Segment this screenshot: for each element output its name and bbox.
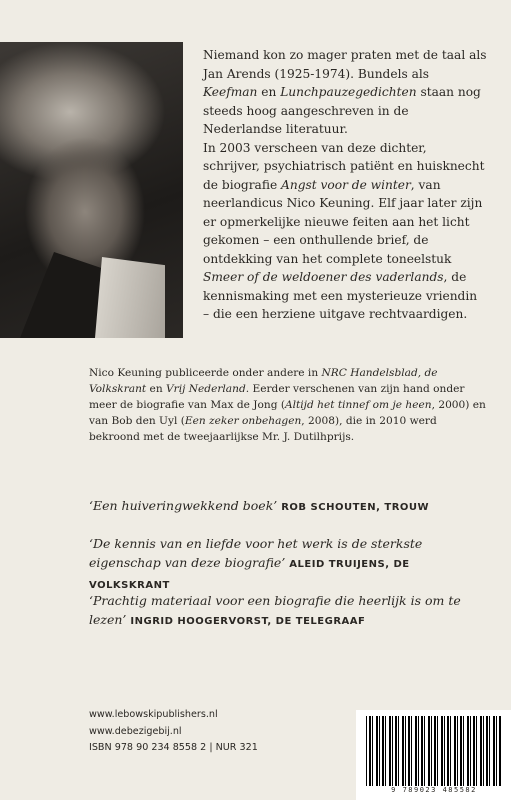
italic-title: Angst voor de winter (281, 177, 411, 192)
barcode-number: 9 789023 485582 (391, 786, 477, 794)
intro-paragraph-1 (203, 46, 487, 139)
text-run: staan nog steeds hoog aangeschreven in de Nederlandse literatuur. (203, 85, 481, 136)
quote-source: INGRID HOOGERVORST, DE TELEGRAAF (130, 616, 366, 627)
barcode-bars (366, 716, 502, 786)
author-shirt (95, 257, 165, 338)
publisher-footer (89, 707, 258, 757)
author-bio (89, 365, 489, 445)
text-run: In 2003 verscheen van deze dichter, schrijver, psychiatrisch patiënt en huisknecht de biografie (203, 140, 485, 192)
italic-title: Lunchpauzegedichten (280, 85, 417, 99)
text-run: , van neerlandicus Nico Keuning. Elf jaar later zijn er opmerkelijke nieuwe feiten aan het licht gekomen – een onthullende brief, de ontdekking van het complete toneelstuk (203, 177, 483, 266)
italic-title: Altijd het tinnef om je heen (285, 399, 432, 411)
intro-text (203, 46, 487, 324)
isbn-nur: ISBN 978 90 234 8558 2 | NUR 321 (89, 742, 258, 753)
quote-source: ROB SCHOUTEN, TROUW (281, 502, 430, 513)
review-quote (89, 534, 489, 595)
text-run: , 2000) en van Bob den Uyl ( (89, 399, 486, 427)
italic-title: Vrij Nederland (166, 383, 246, 395)
quote-text: ‘Prachtig materiaal voor een biografie die heerlijk is om te lezen’ (89, 593, 461, 627)
intro-paragraph-2 (203, 139, 487, 324)
review-quote (89, 496, 489, 517)
quote-text: ‘Een huiveringwekkend boek’ (89, 498, 278, 513)
text-run: en (146, 383, 167, 395)
italic-title: Keefman (203, 85, 258, 99)
text-run: . Eerder verschenen van zijn hand onder meer de biografie van Max de Jong ( (89, 383, 465, 411)
author-photo (0, 42, 183, 338)
text-run: en (257, 85, 281, 99)
publisher-url-bezige-bij: www.debezigebij.nl (89, 725, 182, 737)
italic-title: Smeer of de weldoener des vaderlands (203, 270, 444, 284)
italic-title: NRC Handelsblad, de Volkskrant (89, 367, 438, 395)
publisher-url-lebowski: www.lebowskipublishers.nl (89, 709, 218, 720)
quote-source: ALEID TRUIJENS, DE VOLKSKRANT (89, 559, 410, 591)
quote-text: ‘De kennis van en liefde voor het werk is de sterkste eigenschap van deze biografie’ (89, 536, 423, 570)
text-run: Niemand kon zo mager praten met de taal als Jan Arends (1925-1974). Bundels als (203, 48, 487, 81)
text-run: Nico Keuning publiceerde onder andere in (89, 367, 322, 379)
text-run: , de kennismaking met een mysterieuze vriendin – die een herziene uitgave rechtvaardigen. (203, 270, 478, 321)
italic-title: Een zeker onbehagen (184, 415, 302, 427)
text-run: , 2008), die in 2010 werd bekroond met de tweejaarlijkse Mr. J. Dutilhprijs. (89, 415, 437, 443)
author-jacket (20, 252, 105, 338)
barcode-panel (356, 710, 511, 800)
review-quote (89, 591, 489, 631)
